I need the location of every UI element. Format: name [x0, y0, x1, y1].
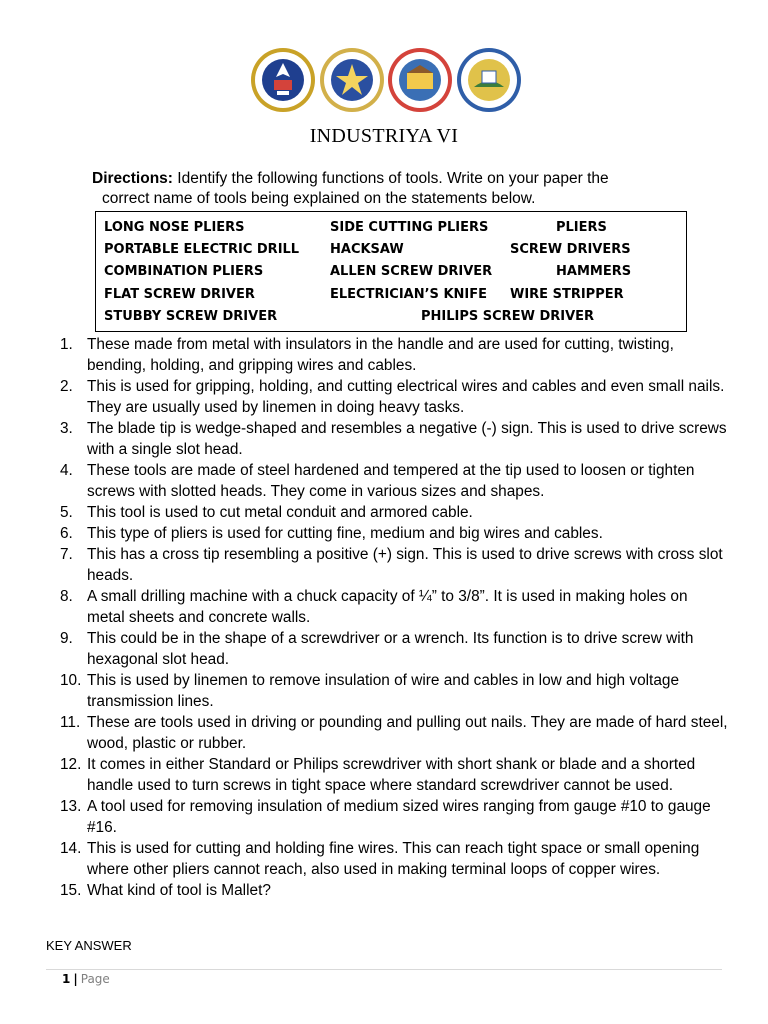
question-text: This has a cross tip resembling a positive (+) sign. This is used to drive screws with cross slot heads.	[87, 546, 723, 584]
school-seal	[456, 47, 522, 113]
footer-divider	[46, 969, 722, 970]
question-text: The blade tip is wedge-shaped and resembles a negative (-) sign. This is used to drive screws with a single slot head.	[87, 420, 727, 458]
page-number: 1	[62, 972, 71, 986]
question-item	[60, 418, 728, 460]
tool-name: STUBBY SCREW DRIVER	[104, 309, 278, 324]
question-number: 4.	[60, 462, 73, 479]
question-text: It comes in either Standard or Philips screwdriver with short shank or blade and a shorted handle used to turn screws in tight space where standard screwdriver cannot be used.	[87, 756, 696, 794]
question-item	[60, 376, 728, 418]
question-item	[60, 544, 728, 586]
tool-name: WIRE STRIPPER	[510, 287, 624, 302]
question-text: This is used for gripping, holding, and cutting electrical wires and cables and even small nails. They are usually used by linemen in doing heavy tasks.	[87, 378, 725, 416]
question-item	[60, 670, 728, 712]
question-number: 5.	[60, 504, 73, 521]
tool-name: PLIERS	[556, 220, 607, 235]
question-text: These are tools used in driving or pounding and pulling out nails. They are made of hard steel, wood, plastic or rubber.	[87, 714, 728, 752]
question-text: These tools are made of steel hardened and tempered at the tip used to loosen or tighten screws with slotted heads. They come in various sizes and shapes.	[87, 462, 695, 500]
question-item	[60, 334, 728, 376]
question-text: A tool used for removing insulation of medium sized wires ranging from gauge #10 to gauge #16.	[87, 798, 711, 836]
question-number: 8.	[60, 588, 73, 605]
tool-name: LONG NOSE PLIERS	[104, 220, 245, 235]
question-text: These made from metal with insulators in the handle and are used for cutting, twisting, bending, holding, and gripping wires and cables.	[87, 336, 674, 374]
tool-name: ALLEN SCREW DRIVER	[330, 264, 493, 279]
question-number: 13.	[60, 798, 82, 815]
question-text: What kind of tool is Mallet?	[87, 882, 271, 899]
question-text: This is used for cutting and holding fine wires. This can reach tight space or small opening where other pliers cannot reach, also used in making terminal loops of copper wires.	[87, 840, 700, 878]
tool-name: COMBINATION PLIERS	[104, 264, 264, 279]
question-number: 10.	[60, 672, 82, 689]
question-item	[60, 502, 728, 523]
page-title: INDUSTRIYA VI	[309, 125, 459, 147]
question-text: This is used by linemen to remove insulation of wire and cables in low and high voltage transmission lines.	[87, 672, 680, 710]
deped-seal-right	[319, 47, 385, 113]
question-number: 9.	[60, 630, 73, 647]
question-item	[60, 523, 728, 544]
tool-name-box	[95, 211, 687, 332]
deped-seal-left	[250, 47, 316, 113]
tool-name: SCREW DRIVERS	[510, 242, 631, 257]
question-number: 12.	[60, 756, 82, 773]
directions	[92, 169, 722, 209]
page-label: Page	[80, 972, 110, 986]
tool-name: ELECTRICIAN’S KNIFE	[330, 287, 487, 302]
tool-name: HACKSAW	[330, 242, 404, 257]
question-text: This type of pliers is used for cutting fine, medium and big wires and cables.	[87, 525, 603, 542]
tool-name: SIDE CUTTING PLIERS	[330, 220, 489, 235]
tool-name: PORTABLE ELECTRIC DRILL	[104, 242, 300, 257]
question-number: 14.	[60, 840, 82, 857]
directions-text-1: Identify the following functions of tools. Write on your paper the	[172, 170, 609, 187]
tool-name: PHILIPS SCREW DRIVER	[421, 309, 595, 324]
question-item	[60, 460, 728, 502]
tool-name: FLAT SCREW DRIVER	[104, 287, 255, 302]
logo-row	[250, 45, 522, 115]
question-number: 3.	[60, 420, 73, 437]
page-footer	[62, 972, 110, 986]
question-number: 1.	[60, 336, 73, 353]
question-number: 2.	[60, 378, 73, 395]
question-list	[60, 334, 728, 901]
question-item	[60, 628, 728, 670]
footer-separator: |	[73, 972, 78, 986]
question-item	[60, 586, 728, 628]
question-number: 6.	[60, 525, 73, 542]
division-seal	[387, 47, 453, 113]
question-item	[60, 838, 728, 880]
question-item	[60, 880, 728, 901]
question-item	[60, 796, 728, 838]
key-answer-label: KEY ANSWER	[46, 938, 132, 953]
question-text: A small drilling machine with a chuck capacity of ¼” to 3/8”. It is used in making holes on metal sheets and concrete walls.	[87, 588, 688, 626]
question-item	[60, 712, 728, 754]
directions-text-2: correct name of tools being explained on the statements below.	[102, 190, 536, 207]
question-number: 15.	[60, 882, 82, 899]
tool-name: HAMMERS	[556, 264, 632, 279]
directions-label: Directions:	[92, 170, 173, 187]
question-item	[60, 754, 728, 796]
question-text: This could be in the shape of a screwdriver or a wrench. Its function is to drive screw with hexagonal slot head.	[87, 630, 694, 668]
question-number: 11.	[60, 714, 81, 731]
question-text: This tool is used to cut metal conduit and armored cable.	[87, 504, 473, 521]
question-number: 7.	[60, 546, 73, 563]
